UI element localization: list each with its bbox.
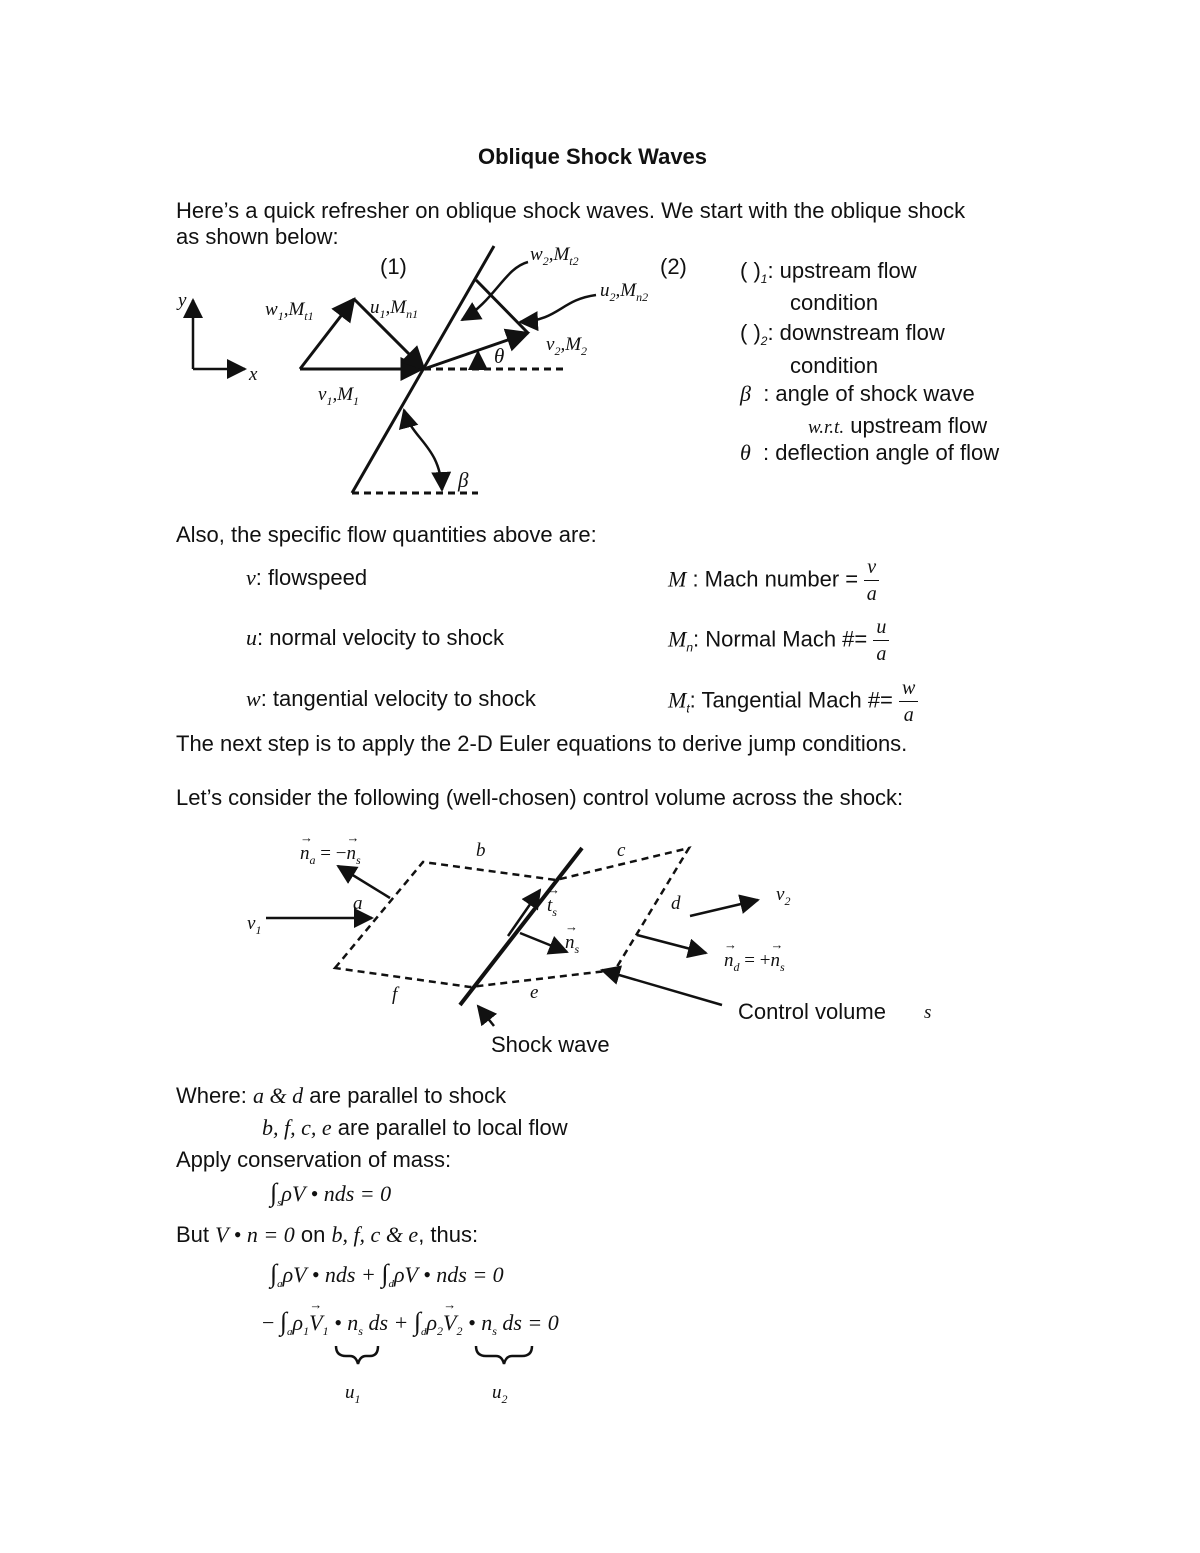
legend-upstream-cont: condition <box>790 290 879 315</box>
quantity-mach: M : Mach number = $\frac{v}{a}$ <box>668 556 879 605</box>
shock-wave-leader-arrow <box>478 1006 494 1026</box>
u2-mn2-label: $u_2,M_{n2}$ <box>600 280 649 304</box>
y-axis-label: y <box>178 290 187 311</box>
u2-brace-label: $u_2$ <box>492 1382 508 1406</box>
w2-mt2-label: $w_2,M_{t2}$ <box>530 244 579 268</box>
but-line: But V • n = 0 on b, f, c & e, thus: <box>176 1222 479 1247</box>
control-volume-figure <box>266 848 758 1026</box>
region-1-label: (1) <box>380 254 407 279</box>
u1-brace-label: $u_1$ <box>345 1382 361 1406</box>
w1-mt1-label: $w_1,M_{t1}$ <box>265 299 314 323</box>
mach-fraction: $\frac{v}{a}$ <box>864 556 879 605</box>
ns-label: → $n_s$ <box>565 932 579 957</box>
control-volume-leader-arrow <box>602 970 722 1005</box>
na-equals-neg-ns-label: → $n_a$ = −→ $n_s$ <box>300 843 361 868</box>
face-d-label: d <box>671 893 681 914</box>
ts-tangent-arrow <box>508 890 540 936</box>
control-volume-label: Control volume <box>738 999 886 1024</box>
x-axis-label: x <box>249 364 258 385</box>
where-line-1: Where: a & d are parallel to shock <box>176 1083 507 1108</box>
apply-mass-text: Apply conservation of mass: <box>176 1147 452 1172</box>
intro-line-1: Here’s a quick refresher on oblique shock waves. We start with the oblique shock <box>176 198 966 223</box>
nd-normal-arrow <box>637 935 706 953</box>
legend-downstream: ( )$_2$: downstream flow <box>740 320 945 348</box>
split-integral-equation: $\int_a\rho V$ • nds + $\int_d\rho V$ • nds = 0 <box>270 1259 504 1290</box>
legend-downstream-cont: condition <box>790 353 879 378</box>
face-a-label: a <box>353 893 363 914</box>
v2-outflow-arrow <box>690 900 758 916</box>
region-2-label: (2) <box>660 254 687 279</box>
normal-mach-fraction: $\frac{u}{a}$ <box>873 616 889 665</box>
control-volume-symbol: s <box>924 1002 932 1023</box>
quantities-heading: Also, the specific flow quantities above are: <box>176 522 597 547</box>
ts-label: → $t_s$ <box>547 895 557 920</box>
next-step-text: The next step is to apply the 2-D Euler equations to derive jump conditions. <box>176 731 908 756</box>
quantity-v: v: flowspeed <box>246 565 368 590</box>
v2-m2-label: $v_2,M_2$ <box>546 334 588 358</box>
v1-inflow-label: $v_1$ <box>247 913 262 937</box>
v2-outflow-label: $v_2$ <box>776 884 791 908</box>
legend-upstream: ( )$_1$: upstream flow <box>740 258 917 286</box>
ns-normal-arrow <box>520 933 567 952</box>
u1-mn1-label: $u_1,M_{n1}$ <box>370 297 419 321</box>
quantity-normal-mach: $M_n$: Normal Mach #= $\frac{u}{a}$ <box>668 616 889 665</box>
theta-label: θ <box>494 344 505 368</box>
mass-integral-equation: $\int_s\rho V$ • nds = 0 <box>270 1178 392 1209</box>
v1-m1-label: $v_1,M_1$ <box>318 384 360 408</box>
face-c-label: c <box>617 840 626 861</box>
where-line-2: b, f, c, e are parallel to local flow <box>262 1115 568 1140</box>
face-f-label: f <box>392 984 398 1005</box>
legend-theta: θ : deflection angle of flow <box>740 440 1000 465</box>
intro-line-2: as shown below: <box>176 224 339 249</box>
u2-leader-arrow <box>520 295 596 322</box>
w2-vector <box>476 280 528 333</box>
quantity-u: u: normal velocity to shock <box>246 625 504 650</box>
normal-flux-equation: − $\int_a\rho_1\to V_1$ • $n_s$ ds + $\int_d\rho_2\to V_2$ • $n_s$ ds = 0 <box>262 1307 559 1339</box>
legend-beta: β : angle of shock wave <box>740 381 975 406</box>
page-title: Oblique Shock Waves <box>478 144 708 169</box>
nd-equals-pos-ns-label: → $n_d$ = +→ $n_s$ <box>724 950 785 975</box>
na-normal-arrow <box>338 866 390 898</box>
shock-wave-label: Shock wave <box>491 1032 610 1057</box>
beta-arc-arrow <box>404 410 442 490</box>
quantity-tangential-mach: $M_t$: Tangential Mach #= $\frac{w}{a}$ <box>668 677 918 726</box>
quantity-w: w: tangential velocity to shock <box>246 686 536 711</box>
control-volume-outline <box>335 848 689 987</box>
face-b-label: b <box>476 840 486 861</box>
consider-text: Let’s consider the following (well-chosen) control volume across the shock: <box>176 785 904 810</box>
beta-label: β <box>458 468 469 492</box>
face-e-label: e <box>530 982 539 1003</box>
legend-beta-cont: w.r.t. upstream flow <box>808 413 988 438</box>
w2-leader-arrow <box>462 262 528 320</box>
tangential-mach-fraction: $\frac{w}{a}$ <box>899 677 918 726</box>
shock-wave-line <box>460 848 582 1005</box>
